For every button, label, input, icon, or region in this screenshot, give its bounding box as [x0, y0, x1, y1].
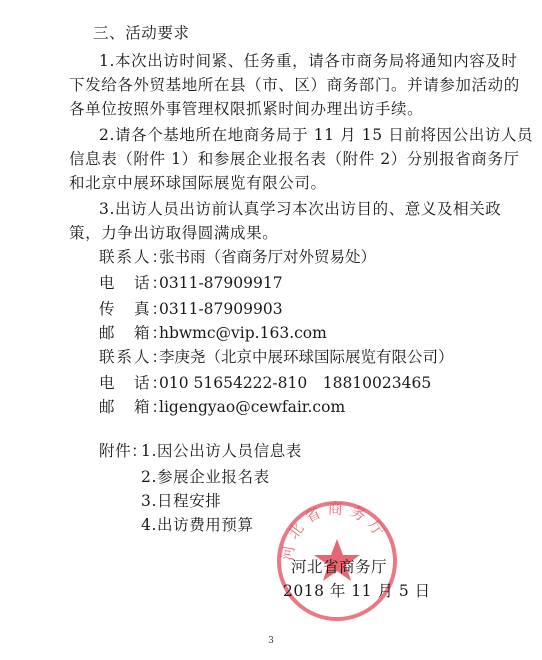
fax1-value: 0311-87909903	[159, 300, 283, 318]
paragraph-2-line-3: 和北京中展环球国际展览有限公司。	[69, 174, 327, 192]
paragraph-1-line-2: 下发给各外贸基地所在县（市、区）商务部门。并请参加活动的	[69, 76, 520, 94]
seal-text: 河北省商务厅	[278, 499, 392, 562]
attachment-item: 2.参展企业报名表	[141, 468, 270, 486]
section-heading: 三、活动要求	[93, 24, 190, 42]
paragraph-1-line-3: 各单位按照外事管理权限抓紧时间办理出访手续。	[69, 100, 424, 118]
phone2-label: 电 话：	[99, 374, 170, 392]
attachments-label: 附件：	[99, 442, 148, 460]
attachment-item: 1.因公出访人员信息表	[141, 442, 302, 460]
email2-label: 邮 箱：	[99, 398, 170, 416]
attachment-item: 3.日程安排	[141, 492, 222, 510]
contact1-value: 张书雨（省商务厅对外贸易处）	[159, 248, 377, 266]
paragraph-1-line-1: 1.本次出访时间紧、任务重，请各市商务局将通知内容及时	[99, 52, 518, 70]
phone2-value: 010 51654222-810 18810023465	[159, 374, 432, 392]
signing-date: 2018 年 11 月 5 日	[283, 582, 431, 600]
phone1-value: 0311-87909917	[159, 274, 283, 292]
email1-label: 邮 箱：	[99, 324, 170, 342]
email2-value: ligengyao@cewfair.com	[159, 398, 346, 416]
contact1-label: 联系人：	[99, 248, 170, 266]
phone1-label: 电 话：	[99, 274, 170, 292]
page-number: 3	[268, 636, 274, 646]
paragraph-2-line-1: 2.请各个基地所在地商务局于 11 月 15 日前将因公出访人员	[99, 126, 534, 144]
attachment-item: 4.出访费用预算	[141, 516, 254, 534]
fax1-label: 传 真：	[99, 300, 170, 318]
signing-organization: 河北省商务厅	[291, 558, 388, 576]
paragraph-3-line-2: 策，力争出访取得圆满成果。	[69, 224, 279, 242]
email1-value: hbwmc@vip.163.com	[159, 324, 327, 342]
paragraph-2-line-2: 信息表（附件 1）和参展企业报名表（附件 2）分别报省商务厅	[69, 150, 520, 168]
paragraph-3-line-1: 3.出访人员出访前认真学习本次出访目的、意义及相关政	[99, 200, 502, 218]
contact2-value: 李庚尧（北京中展环球国际展览有限公司）	[159, 348, 454, 366]
contact2-label: 联系人：	[99, 348, 170, 366]
